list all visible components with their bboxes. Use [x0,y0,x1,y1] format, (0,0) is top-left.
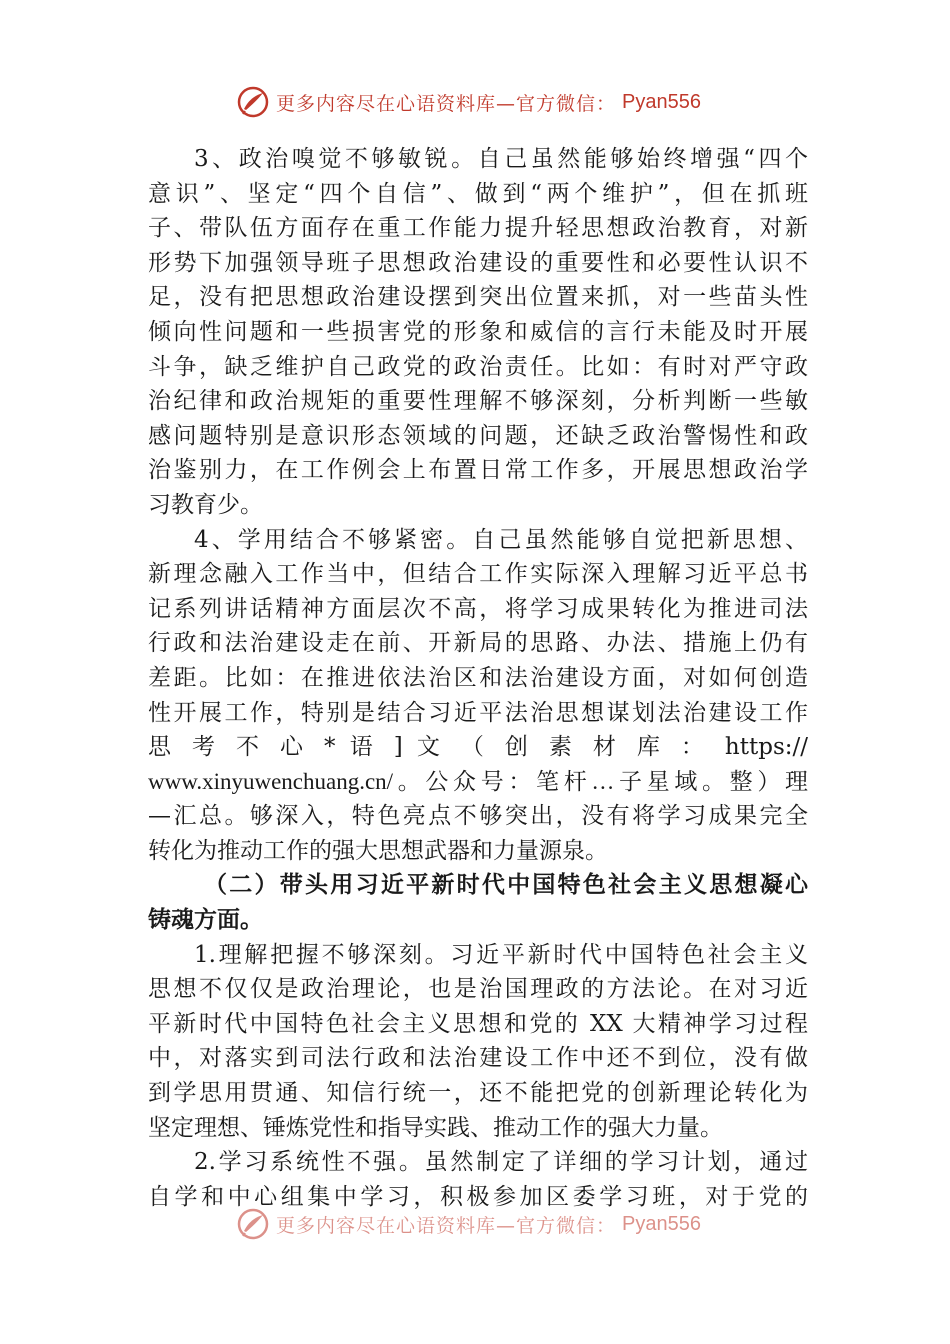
text-line: 差距。比如：在推进依法治区和法治建设方面，对如何创造 [148,664,808,691]
text-line: 形势下加强领导班子思想政治建设的重要性和必要性认识不 [148,249,808,276]
paragraph-4 [148,523,808,869]
text-line: 坚定理想、锤炼党性和指导实践、推动工作的强大力量。 [148,1114,723,1141]
text-line: 习教育少。 [148,491,263,518]
watermark-id: Pyan556 [622,1212,701,1235]
text-line: 新理念融入工作当中，但结合工作实际深入理解习近平总书 [148,561,808,588]
text-line: 平新时代中国特色社会主义思想和党的 XX 大精神学习过程 [148,1010,808,1037]
text-line: www.xinyuwenchuang.cn/。公众号：笔杆…子星域。整）理 [148,768,808,794]
document-body [148,142,808,1214]
text-line: 转化为推动工作的强大思想武器和力量源泉。 [148,837,608,864]
text-line: 倾向性问题和一些损害党的形象和威信的言行未能及时开展 [148,318,808,345]
heading-line: 铸魂方面。 [148,906,263,934]
watermark-footer [236,1206,701,1242]
text-line: 性开展工作，特别是结合习近平法治思想谋划法治建设工作 [148,699,808,726]
watermark-text: 更多内容尽在心语资料库—官方微信： [276,1214,617,1237]
watermark-id: Pyan556 [622,90,701,113]
paragraph-2b [148,1145,808,1214]
text-line: 意识”、坚定“四个自信”、做到“两个维护”，但在抓班 [148,180,808,207]
text-line: —汇总。够深入，特色亮点不够突出，没有将学习成果完全 [148,803,808,830]
text-line: 思想不仅仅是政治理论，也是治国理政的方法论。在对习近 [148,976,808,1003]
watermark-text: 更多内容尽在心语资料库—官方微信： [276,92,617,115]
text-line: 自学和中心组集中学习，积极参加区委学习班，对于党的 [148,1183,808,1210]
text-line: 中，对落实到司法行政和法治建设工作中还不到位，没有做 [148,1045,808,1072]
text-line: 思 考 不 心 * 语 ] 文 （ 创 素 材 库 ： https:// [148,734,808,761]
brush-logo-icon [236,85,270,119]
paragraph-1b [148,938,808,1146]
text-line: 斗争，缺乏维护自己政党的政治责任。比如：有时对严守政 [148,353,808,380]
watermark-header [236,84,701,120]
text-line: 记系列讲话精神方面层次不高，将学习成果转化为推进司法 [148,595,808,622]
text-line: 治鉴别力，在工作例会上布置日常工作多，开展思想政治学 [148,457,808,484]
text-line: 3、政治嗅觉不够敏锐。自己虽然能够始终增强“四个 [194,146,808,172]
text-line: 足，没有把思想政治建设摆到突出位置来抓，对一些苗头性 [148,284,808,311]
text-line: 子、带队伍方面存在重工作能力提升轻思想政治教育，对新 [148,215,808,242]
text-line: 1.理解把握不够深刻。习近平新时代中国特色社会主义 [194,941,808,968]
heading-line: （二）带头用习近平新时代中国特色社会主义思想凝心 [204,871,808,899]
section-heading [148,868,808,937]
text-line: 2.学习系统性不强。虽然制定了详细的学习计划，通过 [194,1149,808,1176]
paragraph-3 [148,142,808,523]
brush-logo-icon [236,1207,270,1241]
text-line: 4、学用结合不够紧密。自己虽然能够自觉把新思想、 [194,526,808,553]
text-line: 行政和法治建设走在前、开新局的思路、办法、措施上仍有 [148,630,808,657]
text-line: 治纪律和政治规矩的重要性理解不够深刻，分析判断一些敏 [148,388,808,415]
text-line: 感问题特别是意识形态领域的问题，还缺乏政治警惕性和政 [148,422,808,449]
text-line: 到学思用贯通、知信行统一，还不能把党的创新理论转化为 [148,1080,808,1107]
